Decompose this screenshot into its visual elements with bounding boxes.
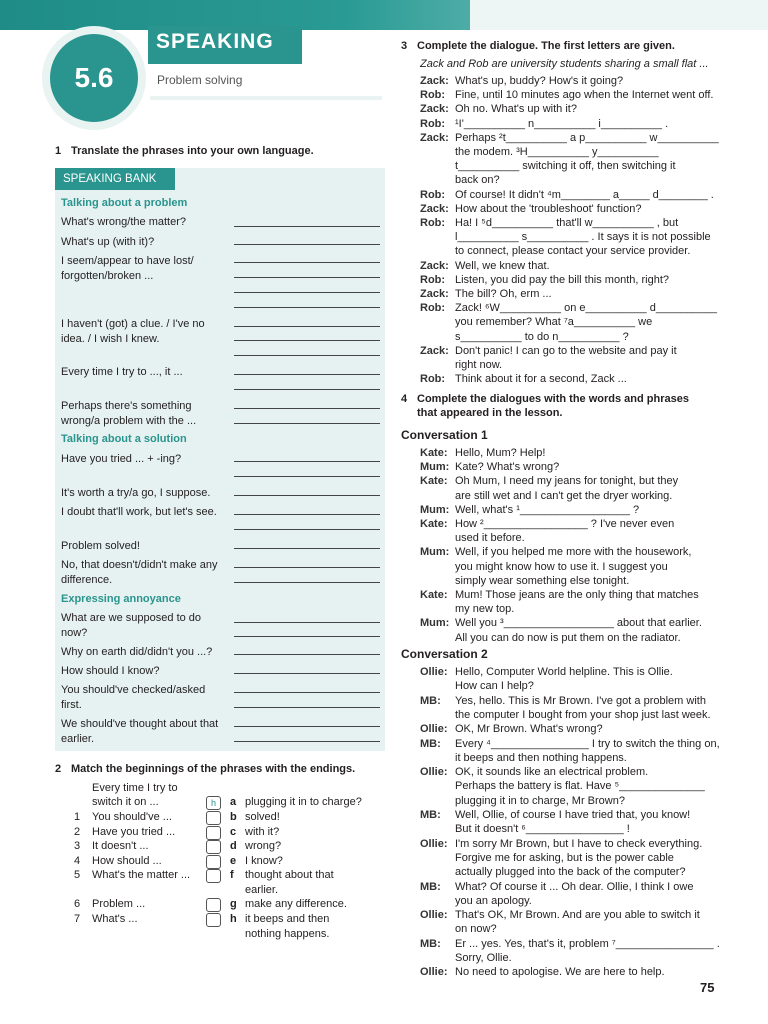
dialogue-line: the computer I bought from your shop just last week. — [455, 708, 711, 721]
answer-box[interactable] — [206, 855, 221, 869]
ending-text: make any difference. — [245, 898, 347, 910]
answer-line[interactable] — [234, 374, 380, 375]
ending-text: it beeps and then — [245, 913, 330, 925]
speaker-label: Kate: — [420, 518, 448, 530]
speaker-label: Ollie: — [420, 666, 448, 678]
dialogue-line: right now. — [455, 359, 503, 371]
bank-phrase: What's up (with it)? — [61, 236, 155, 248]
dialogue-line: Well you ³__________________ about that earlier. — [455, 617, 702, 630]
answer-line[interactable] — [234, 244, 380, 245]
speaker-label: Zack: — [420, 75, 449, 87]
speaker-label: MB: — [420, 880, 441, 893]
dialogue-line: But it doesn't ⁶________________ ! — [455, 823, 630, 836]
answer-line[interactable] — [234, 326, 380, 327]
dialogue-line: How ²_________________ ? I've never even — [455, 518, 675, 530]
speaker-label: Rob: — [420, 302, 446, 315]
bank-phrase: It's worth a try/a go, I suppose. — [61, 487, 211, 499]
bank-phrase: I seem/appear to have lost/ forgotten/broken ... — [61, 255, 194, 282]
speaker-label: MB: — [420, 694, 441, 707]
ending-letter: b — [230, 811, 237, 823]
dialogue-line: That's OK, Mr Brown. And are you able to switch it — [455, 909, 700, 922]
answer-line[interactable] — [234, 292, 380, 293]
exercise-4-instruction: 4 Complete the dialogues with the words and phrases — [401, 393, 689, 405]
answer-line[interactable] — [234, 622, 380, 623]
beginning-text: Every time I try to — [92, 782, 178, 794]
answer-line[interactable] — [234, 262, 380, 263]
bank-phrase: No, that doesn't/didn't make any difference. — [61, 559, 218, 586]
dialogue-line: you remember? What ⁷a__________ we — [455, 316, 653, 329]
speaker-label: Rob: — [420, 89, 446, 102]
answer-line[interactable] — [234, 567, 380, 568]
speaker-label: Rob: — [420, 217, 446, 229]
dialogue-line: actually plugged into the back of the computer? — [455, 866, 686, 879]
dialogue-line: back on? — [455, 174, 500, 187]
section-number: 5.6 — [50, 34, 138, 122]
dialogue-line: Well, if you helped me more with the housework, — [455, 546, 692, 559]
answer-box[interactable] — [206, 826, 221, 840]
dialogue-line: Ha! I ⁵d__________ that'll w__________ , but — [455, 217, 679, 229]
dialogue-line: to connect, please contact your service provider. — [455, 245, 691, 258]
beginning-text: Problem ... — [92, 898, 146, 910]
beginning-text: Have you tried ... — [92, 826, 176, 838]
ending-letter: f — [230, 869, 234, 881]
bank-phrase: Why on earth did/didn't you ...? — [61, 646, 213, 658]
dialogue-line: Every ⁴________________ I try to switch the thing on, — [455, 737, 720, 750]
dialogue-line: Oh no. What's up with it? — [455, 103, 577, 116]
exercise-3-context: Zack and Rob are university students sharing a small flat ... — [420, 58, 709, 70]
speaking-bank-tag: SPEAKING BANK — [55, 168, 175, 190]
answer-line[interactable] — [234, 277, 380, 278]
beginning-number: 6 — [74, 898, 81, 910]
speaker-label: MB: — [420, 809, 441, 821]
answer-line[interactable] — [234, 423, 380, 424]
dialogue-line: Perhaps the battery is flat. Have ⁵______________ — [455, 780, 705, 793]
dialogue-line: Of course! It didn't ⁴m________ a_____ d________ . — [455, 188, 714, 201]
dialogue-line: simply wear something else tonight. — [455, 574, 630, 587]
speaker-label: Ollie: — [420, 723, 448, 736]
dialogue-line: t__________ switching it off, then switching it — [455, 160, 676, 173]
speaker-label: Zack: — [420, 344, 449, 357]
answer-line[interactable] — [234, 726, 380, 727]
top-banner-light — [470, 0, 768, 30]
dialogue-line: No need to apologise. We are here to help. — [455, 966, 665, 979]
exercise-1-instruction: 1 Translate the phrases into your own language. — [55, 145, 314, 157]
answer-line[interactable] — [234, 226, 380, 227]
beginning-number: 1 — [74, 811, 81, 823]
speaker-label: Mum: — [420, 503, 450, 516]
speaker-label: Ollie: — [420, 766, 448, 779]
answer-line[interactable] — [234, 636, 380, 637]
answer-line[interactable] — [234, 654, 380, 655]
dialogue-line: Well, what's ¹__________________ ? — [455, 503, 640, 516]
dialogue-line: l__________ s__________ . It says it is not possible — [455, 231, 711, 244]
beginning-text: What's ... — [92, 913, 138, 925]
dialogue-line: you an apology. — [455, 894, 532, 907]
beginning-text: What's the matter ... — [92, 869, 191, 881]
ending-text: solved! — [245, 811, 280, 823]
dialogue-line: The bill? Oh, erm ... — [455, 288, 552, 300]
speaker-label: Kate: — [420, 447, 448, 459]
dialogue-line: Mum! Those jeans are the only thing that matches — [455, 589, 699, 601]
dialogue-line: What? Of course it ... Oh dear. Ollie, I think I owe — [455, 880, 694, 893]
dialogue-line: my new top. — [455, 603, 515, 616]
speaker-label: Mum: — [420, 546, 450, 559]
speaker-label: Ollie: — [420, 966, 448, 979]
beginning-text: It doesn't ... — [92, 840, 149, 852]
speaker-label: Rob: — [420, 273, 446, 286]
bank-heading: Expressing annoyance — [61, 593, 181, 605]
answer-line[interactable] — [234, 408, 380, 409]
ending-letter: a — [230, 796, 237, 808]
dialogue-line: What's up, buddy? How's it going? — [455, 75, 624, 87]
beginning-number: 7 — [74, 913, 81, 925]
speaker-label: Mum: — [420, 461, 450, 474]
answer-box[interactable] — [206, 811, 221, 825]
dialogue-line: Perhaps ²t__________ a p__________ w__________ — [455, 131, 719, 144]
answer-line[interactable] — [234, 461, 380, 462]
dialogue-line: Well, Ollie, of course I have tried that, you know! — [455, 809, 691, 821]
speaker-label: Zack: — [420, 288, 449, 300]
answer-line[interactable] — [234, 582, 380, 583]
bank-phrase: Every time I try to ..., it ... — [61, 366, 183, 378]
speaker-label: Zack: — [420, 259, 449, 272]
page-number: 75 — [700, 980, 715, 995]
dialogue-line: OK, Mr Brown. What's wrong? — [455, 723, 603, 736]
beginning-number: 4 — [74, 855, 81, 867]
exercise-2-instruction: 2 Match the beginnings of the phrases with the endings. — [55, 763, 356, 775]
answer-line[interactable] — [234, 692, 380, 693]
bank-phrase: How should I know? — [61, 665, 160, 677]
speaker-label: MB: — [420, 937, 441, 950]
beginning-text: You should've ... — [92, 811, 172, 823]
speaker-label: Rob: — [420, 117, 446, 130]
speaker-label: Kate: — [420, 589, 448, 601]
answer-box[interactable] — [206, 913, 221, 927]
speaker-label: Zack: — [420, 131, 449, 144]
ending-text: wrong? — [245, 840, 282, 852]
ending-text: with it? — [245, 826, 280, 838]
bank-phrase: Perhaps there's something wrong/a problem with the ... — [61, 400, 197, 427]
dialogue-line: I'm sorry Mr Brown, but I have to check everything. — [455, 837, 703, 850]
ending-letter: g — [230, 898, 237, 910]
exercise-3-instruction: 3 Complete the dialogue. The first letters are given. — [401, 40, 675, 52]
ending-text: plugging it in to charge? — [245, 796, 362, 808]
ending-text: nothing happens. — [245, 928, 330, 940]
answer-line[interactable] — [234, 529, 380, 530]
dialogue-line: ¹I'__________ n__________ i__________ . — [455, 117, 669, 130]
bank-phrase: I doubt that'll work, but let's see. — [61, 506, 217, 518]
speaker-label: Ollie: — [420, 909, 448, 922]
speaker-label: Zack: — [420, 202, 449, 215]
ending-text: thought about that — [245, 869, 334, 881]
bank-phrase: You should've checked/asked first. — [61, 684, 206, 711]
dialogue-line: plugging it in to charge, Mr Brown? — [455, 794, 625, 807]
answer-line[interactable] — [234, 355, 380, 356]
bank-phrase: Have you tried ... + -ing? — [61, 453, 182, 465]
dialogue-line: How can I help? — [455, 680, 534, 693]
dialogue-line: All you can do now is put them on the radiator. — [455, 631, 681, 644]
answer-box[interactable]: h — [206, 796, 221, 810]
bank-phrase: We should've thought about that earlier. — [61, 718, 219, 745]
dialogue-line: Don't panic! I can go to the website and pay it — [455, 344, 677, 357]
answer-line[interactable] — [234, 476, 380, 477]
speaker-label: Zack: — [420, 103, 449, 116]
dialogue-line: the modem. ³H__________ y__________ — [455, 146, 659, 158]
dialogue-line: s__________ to do n__________ ? — [455, 330, 629, 343]
beginning-text: How should ... — [92, 855, 162, 867]
ending-text: I know? — [245, 855, 283, 867]
dialogue-line: Kate? What's wrong? — [455, 461, 560, 474]
dialogue-line: Listen, you did pay the bill this month, right? — [455, 273, 670, 286]
bank-heading: Talking about a solution — [61, 433, 187, 445]
dialogue-line: are still wet and I can't get the dryer working. — [455, 489, 673, 502]
dialogue-line: Oh Mum, I need my jeans for tonight, but they — [455, 475, 679, 488]
answer-box[interactable] — [206, 840, 221, 854]
beginning-number: 3 — [74, 840, 81, 852]
answer-line[interactable] — [234, 389, 380, 390]
conversation-1-title: Conversation 1 — [401, 428, 488, 442]
speaker-label: Rob: — [420, 373, 446, 386]
beginning-number: 5 — [74, 869, 81, 881]
answer-line[interactable] — [234, 707, 380, 708]
beginning-number: 2 — [74, 826, 81, 838]
dialogue-line: Yes, hello. This is Mr Brown. I've got a problem with — [455, 694, 706, 707]
answer-line[interactable] — [234, 741, 380, 742]
ending-text: earlier. — [245, 884, 279, 896]
bank-phrase: Problem solved! — [61, 540, 140, 552]
conversation-2-title: Conversation 2 — [401, 647, 488, 661]
answer-line[interactable] — [234, 495, 380, 496]
answer-box[interactable] — [206, 869, 221, 883]
bank-phrase: What's wrong/the matter? — [61, 216, 186, 228]
dialogue-line: Forgive me for asking, but is the power cable — [455, 851, 674, 864]
ending-letter: c — [230, 826, 237, 838]
dialogue-line: Think about it for a second, Zack ... — [455, 373, 627, 386]
dialogue-line: Hello, Mum? Help! — [455, 447, 546, 459]
speaker-label: Mum: — [420, 617, 450, 630]
dialogue-line: Hello, Computer World helpline. This is Ollie. — [455, 666, 673, 678]
dialogue-line: OK, it sounds like an electrical problem. — [455, 766, 649, 779]
answer-line[interactable] — [234, 514, 380, 515]
answer-line[interactable] — [234, 340, 380, 341]
dialogue-line: How about the 'troubleshoot' function? — [455, 202, 642, 215]
dialogue-line: Sorry, Ollie. — [455, 952, 512, 964]
answer-box[interactable] — [206, 898, 221, 912]
speaker-label: Kate: — [420, 475, 448, 488]
page-title: SPEAKING — [148, 26, 302, 64]
beginning-text: switch it on ... — [92, 796, 159, 808]
exercise-4-instruction-cont: that appeared in the lesson. — [417, 407, 563, 419]
dialogue-line: Zack! ⁶W__________ on e__________ d__________ — [455, 302, 718, 315]
bank-heading: Talking about a problem — [61, 197, 188, 209]
dialogue-line: used it before. — [455, 532, 525, 545]
ending-letter: h — [230, 913, 237, 925]
dialogue-line: Er ... yes. Yes, that's it, problem ⁷________________ . — [455, 937, 720, 950]
bank-phrase: I haven't (got) a clue. / I've no idea. / I wish I knew. — [61, 318, 205, 345]
dialogue-line: on now? — [455, 923, 497, 936]
dialogue-line: Fine, until 10 minutes ago when the Internet went off. — [455, 89, 714, 102]
ending-letter: e — [230, 855, 237, 867]
answer-line[interactable] — [234, 548, 380, 549]
answer-line[interactable] — [234, 307, 380, 308]
speaker-label: Rob: — [420, 188, 446, 201]
dialogue-line: Well, we knew that. — [455, 259, 550, 272]
answer-line[interactable] — [234, 673, 380, 674]
speaker-label: MB: — [420, 737, 441, 750]
dialogue-line: it beeps and then nothing happens. — [455, 751, 627, 764]
header-divider — [150, 96, 382, 100]
speaker-label: Ollie: — [420, 837, 448, 850]
dialogue-line: you might know how to use it. I suggest you — [455, 560, 668, 573]
page-subtitle: Problem solving — [157, 73, 243, 87]
ending-letter: d — [230, 840, 237, 852]
bank-phrase: What are we supposed to do now? — [61, 612, 202, 639]
